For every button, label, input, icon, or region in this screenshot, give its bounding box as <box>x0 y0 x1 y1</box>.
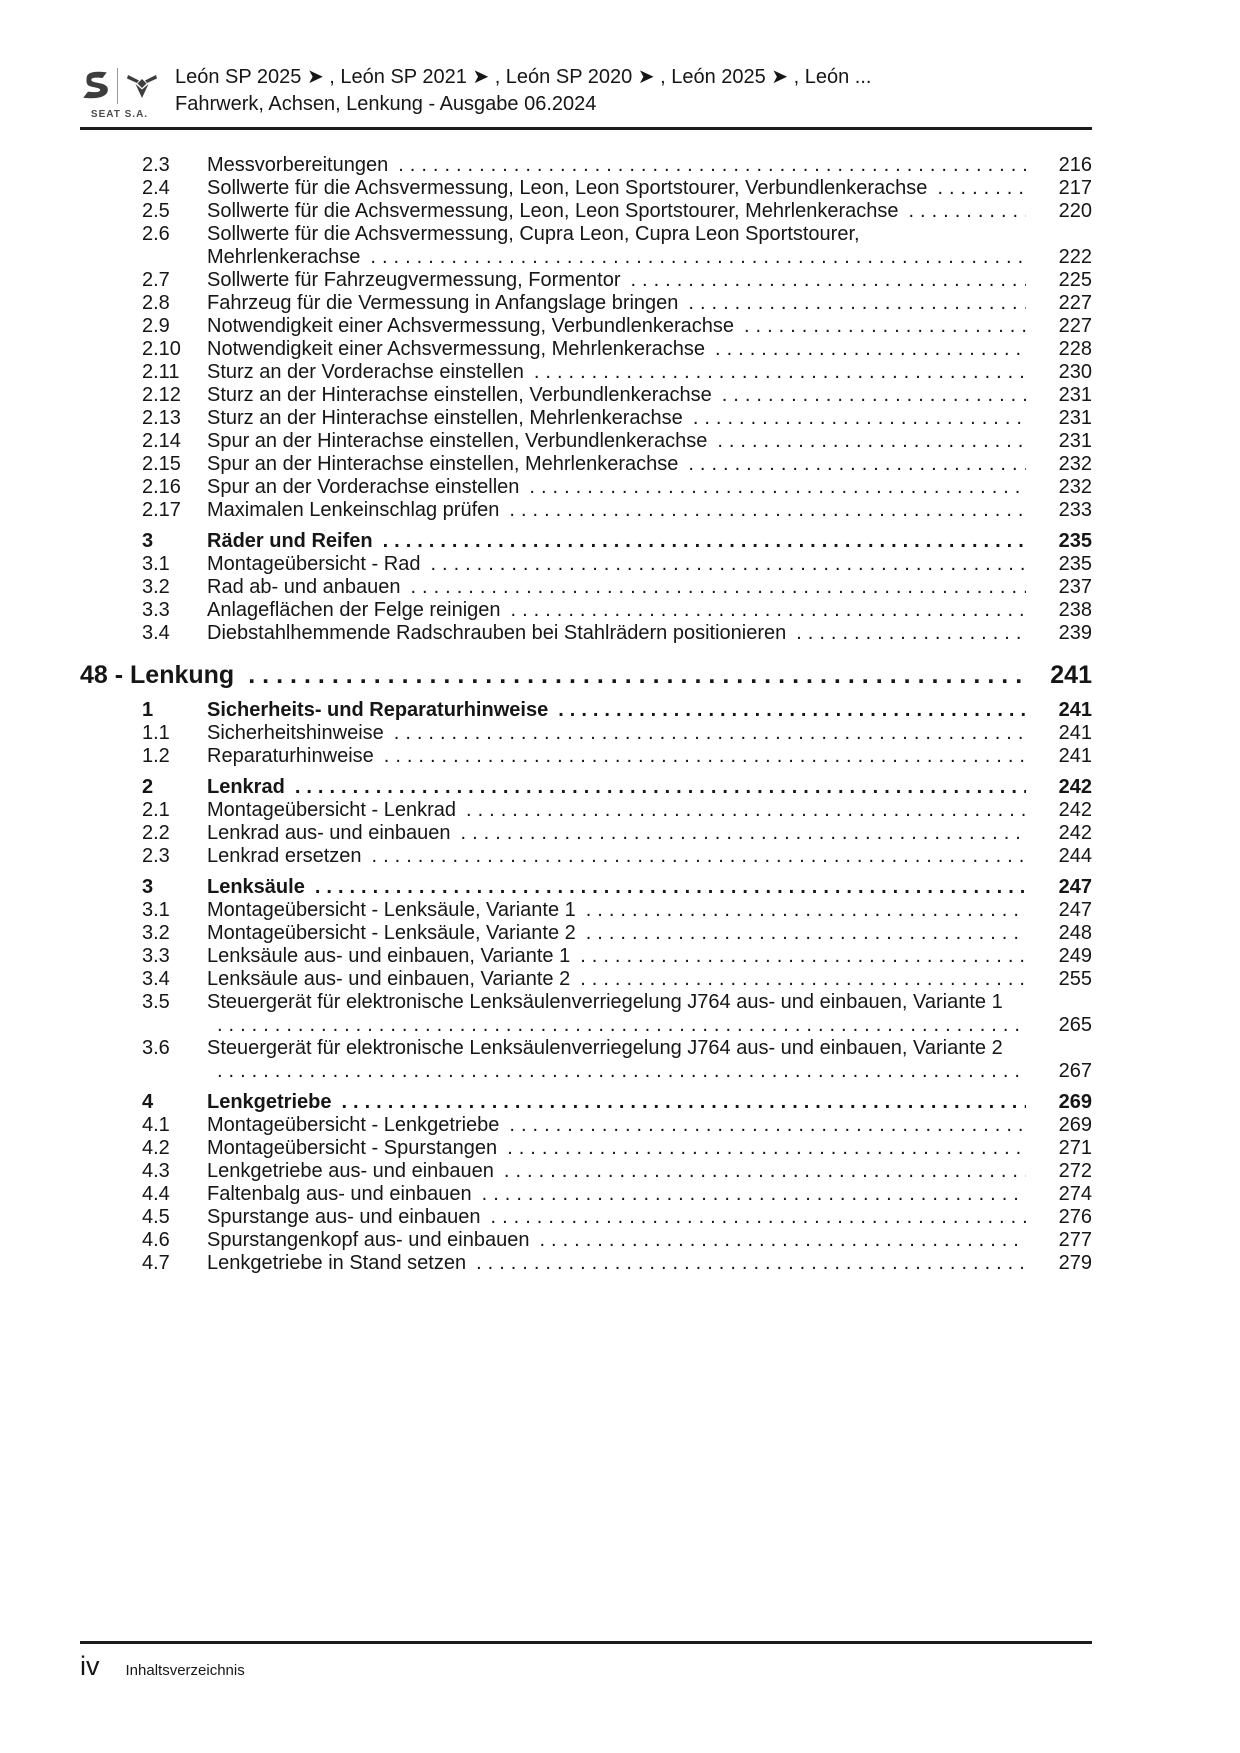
footer-page-number: iv <box>80 1651 100 1681</box>
dot-leader <box>534 361 1026 384</box>
entry-page-number: 217 <box>1058 177 1092 199</box>
toc-entry-row <box>80 1160 1092 1183</box>
toc-entry-row <box>80 361 1092 384</box>
entry-number: 2.5 <box>142 200 170 222</box>
entry-number: 3 <box>142 530 154 552</box>
entry-page-number: 269 <box>1058 1091 1092 1113</box>
toc-entry-row <box>80 922 1092 945</box>
entry-title: Notwendigkeit einer Achsvermessung, Verbundlenkerachse <box>207 315 734 337</box>
entry-page-number: 242 <box>1058 799 1092 821</box>
entry-title: Sollwerte für die Achsvermessung, Leon, Leon Sportstourer, Verbundlenkerachse <box>207 177 928 199</box>
brand-logo-row <box>80 68 159 104</box>
dot-leader <box>586 922 1026 945</box>
entry-title: Sollwerte für die Achsvermessung, Leon, Leon Sportstourer, Mehrlenkerachse <box>207 200 899 222</box>
entry-page-number: 248 <box>1058 922 1092 944</box>
dot-leader <box>383 530 1026 553</box>
entry-number: 4.4 <box>142 1183 170 1205</box>
toc-entry-row <box>80 576 1092 599</box>
entry-number: 2.3 <box>142 845 170 867</box>
entry-page-number: 267 <box>1058 1060 1092 1082</box>
toc-entry-row <box>80 1014 1092 1037</box>
entry-title: Maximalen Lenkeinschlag prüfen <box>207 499 500 521</box>
toc-entry-row <box>80 822 1092 845</box>
toc-section-row <box>80 876 1092 899</box>
entry-page-number: 232 <box>1058 453 1092 475</box>
entry-number: 2.4 <box>142 177 170 199</box>
entry-page-number: 242 <box>1058 822 1092 844</box>
toc-section-row <box>80 530 1092 553</box>
entry-page-number: 237 <box>1058 576 1092 598</box>
entry-page-number: 220 <box>1058 200 1092 222</box>
toc-entry-row <box>80 1137 1092 1160</box>
dot-leader <box>384 745 1026 768</box>
entry-title: Faltenbalg aus- und einbauen <box>207 1183 472 1205</box>
entry-number: 2.14 <box>142 430 181 452</box>
entry-number: 2.17 <box>142 499 181 521</box>
entry-page-number: 222 <box>1058 246 1092 268</box>
entry-title: Montageübersicht - Rad <box>207 553 421 575</box>
dot-leader <box>248 660 1022 691</box>
toc-entry-row <box>80 1037 1092 1060</box>
toc-entry-row <box>80 407 1092 430</box>
entry-page-number: 225 <box>1058 269 1092 291</box>
entry-page-number: 279 <box>1058 1252 1092 1274</box>
toc-entry-row <box>80 1183 1092 1206</box>
toc-entry-row <box>80 899 1092 922</box>
entry-title: Lenkgetriebe in Stand setzen <box>207 1252 467 1274</box>
entry-number: 3.3 <box>142 599 170 621</box>
dot-leader <box>937 177 1026 200</box>
entry-number: 4.1 <box>142 1114 170 1136</box>
dot-leader <box>509 499 1026 522</box>
entry-number: 2.3 <box>142 154 170 176</box>
dot-leader <box>722 384 1026 407</box>
entry-page-number: 228 <box>1058 338 1092 360</box>
toc-entry-row <box>80 799 1092 822</box>
dot-leader <box>295 776 1026 799</box>
entry-page-number: 272 <box>1058 1160 1092 1182</box>
entry-page-number: 238 <box>1058 599 1092 621</box>
entry-title: Rad ab- und anbauen <box>207 576 401 598</box>
entry-page-number: 242 <box>1058 776 1092 798</box>
dot-leader <box>504 1160 1026 1183</box>
dot-leader <box>580 945 1026 968</box>
entry-number: 2.16 <box>142 476 181 498</box>
entry-title: Sturz an der Vorderachse einstellen <box>207 361 524 383</box>
dot-leader <box>370 246 1026 269</box>
dot-leader <box>580 968 1026 991</box>
entry-number: 3.6 <box>142 1037 170 1059</box>
toc-entry-row <box>80 968 1092 991</box>
toc-section-row <box>80 1091 1092 1114</box>
entry-page-number: 241 <box>1058 745 1092 767</box>
toc-entry-row <box>80 622 1092 645</box>
entry-page-number: 227 <box>1058 292 1092 314</box>
dot-leader <box>688 453 1026 476</box>
entry-page-number: 247 <box>1058 899 1092 921</box>
entry-number: 4.2 <box>142 1137 170 1159</box>
toc-entry-row <box>80 1060 1092 1083</box>
entry-page-number: 271 <box>1058 1137 1092 1159</box>
toc-entry-row <box>80 1114 1092 1137</box>
entry-number: 2.9 <box>142 315 170 337</box>
entry-title: Spur an der Vorderachse einstellen <box>207 476 520 498</box>
seat-logo-icon <box>80 69 110 103</box>
entry-number: 3.5 <box>142 991 170 1013</box>
entry-number: 3.2 <box>142 922 170 944</box>
toc-entry-row <box>80 292 1092 315</box>
entry-number: 3.1 <box>142 899 170 921</box>
entry-page-number: 231 <box>1058 430 1092 452</box>
logo-caption: SEAT S.A. <box>90 109 149 120</box>
entry-title: Diebstahlhemmende Radschrauben bei Stahlrädern positionieren <box>207 622 787 644</box>
header-rule <box>80 127 1092 130</box>
toc-entry-row <box>80 154 1092 177</box>
entry-title: Sturz an der Hinterachse einstellen, Mehrlenkerachse <box>207 407 683 429</box>
dot-leader <box>466 799 1026 822</box>
toc <box>80 154 1092 1275</box>
logo-divider <box>117 68 118 104</box>
entry-number: 2.8 <box>142 292 170 314</box>
entry-title: 48 - Lenkung <box>80 661 235 689</box>
entry-title: Lenkrad <box>207 776 285 798</box>
entry-number: 4.5 <box>142 1206 170 1228</box>
dot-leader <box>539 1229 1026 1252</box>
entry-page-number: 216 <box>1058 154 1092 176</box>
entry-page-number: 227 <box>1058 315 1092 337</box>
entry-page-number: 274 <box>1058 1183 1092 1205</box>
entry-page-number: 244 <box>1058 845 1092 867</box>
entry-page-number: 235 <box>1058 530 1092 552</box>
dot-leader <box>461 822 1026 845</box>
entry-title: Montageübersicht - Lenkrad <box>207 799 457 821</box>
entry-title: Sicherheitshinweise <box>207 722 384 744</box>
dot-leader <box>394 722 1026 745</box>
entry-title: Spurstangenkopf aus- und einbauen <box>207 1229 530 1251</box>
dot-leader <box>796 622 1026 645</box>
entry-title: Sollwerte für die Achsvermessung, Cupra Leon, Cupra Leon Sportstourer, <box>207 223 860 245</box>
toc-entry-row <box>80 223 1092 246</box>
entry-number: 3 <box>142 876 154 898</box>
toc-entry-row <box>80 1229 1092 1252</box>
entry-number: 2.13 <box>142 407 181 429</box>
entry-page-number: 241 <box>1058 699 1092 721</box>
entry-title: Reparaturhinweise <box>207 745 374 767</box>
entry-title: Montageübersicht - Spurstangen <box>207 1137 498 1159</box>
entry-title: Lenksäule <box>207 876 305 898</box>
dot-leader <box>511 599 1026 622</box>
entry-number: 1.1 <box>142 722 170 744</box>
entry-title: Montageübersicht - Lenksäule, Variante 2 <box>207 922 576 944</box>
toc-entry-row <box>80 722 1092 745</box>
dot-leader <box>217 1060 1026 1083</box>
dot-leader <box>482 1183 1026 1206</box>
entry-title: Mehrlenkerachse <box>207 246 361 268</box>
entry-number: 2.1 <box>142 799 170 821</box>
dot-leader <box>908 200 1026 223</box>
dot-leader <box>693 407 1026 430</box>
entry-page-number: 239 <box>1058 622 1092 644</box>
toc-entry-row <box>80 476 1092 499</box>
entry-number: 1.2 <box>142 745 170 767</box>
header-text <box>175 64 1092 118</box>
entry-number: 2.11 <box>142 361 180 383</box>
entry-page-number: 255 <box>1058 968 1092 990</box>
entry-page-number: 277 <box>1058 1229 1092 1251</box>
entry-title: Sicherheits- und Reparaturhinweise <box>207 699 549 721</box>
entry-title: Sturz an der Hinterachse einstellen, Verbundlenkerachse <box>207 384 712 406</box>
entry-number: 3.3 <box>142 945 170 967</box>
dot-leader <box>586 899 1026 922</box>
entry-number: 3.4 <box>142 968 170 990</box>
entry-page-number: 241 <box>1050 661 1092 689</box>
entry-page-number: 231 <box>1058 407 1092 429</box>
entry-title: Lenksäule aus- und einbauen, Variante 2 <box>207 968 571 990</box>
entry-number: 1 <box>142 699 154 721</box>
entry-page-number: 249 <box>1058 945 1092 967</box>
entry-page-number: 231 <box>1058 384 1092 406</box>
dot-leader <box>476 1252 1026 1275</box>
cupra-logo-icon <box>125 71 159 101</box>
entry-number: 2.15 <box>142 453 181 475</box>
toc-entry-row <box>80 845 1092 868</box>
dot-leader <box>715 338 1026 361</box>
toc-entry-row <box>80 200 1092 223</box>
entry-page-number: 276 <box>1058 1206 1092 1228</box>
entry-title: Montageübersicht - Lenksäule, Variante 1 <box>207 899 576 921</box>
dot-leader <box>529 476 1026 499</box>
dot-leader <box>744 315 1026 338</box>
entry-page-number: 269 <box>1058 1114 1092 1136</box>
entry-page-number: 233 <box>1058 499 1092 521</box>
entry-number: 4.6 <box>142 1229 170 1251</box>
entry-title: Lenkrad aus- und einbauen <box>207 822 451 844</box>
header-subtitle: Fahrwerk, Achsen, Lenkung - Ausgabe 06.2024 <box>175 93 597 115</box>
entry-title: Spurstange aus- und einbauen <box>207 1206 481 1228</box>
dot-leader <box>217 1014 1026 1037</box>
dot-leader <box>509 1114 1026 1137</box>
dot-leader <box>372 845 1026 868</box>
entry-number: 2.7 <box>142 269 170 291</box>
entry-title: Fahrzeug für die Vermessung in Anfangslage bringen <box>207 292 679 314</box>
entry-title: Montageübersicht - Lenkgetriebe <box>207 1114 500 1136</box>
entry-number: 2 <box>142 776 154 798</box>
entry-page-number: 232 <box>1058 476 1092 498</box>
entry-number: 3.4 <box>142 622 170 644</box>
entry-number: 4.3 <box>142 1160 170 1182</box>
entry-number: 4 <box>142 1091 154 1113</box>
entry-number: 4.7 <box>142 1252 170 1274</box>
dot-leader <box>491 1206 1026 1229</box>
entry-page-number: 241 <box>1058 722 1092 744</box>
entry-title: Notwendigkeit einer Achsvermessung, Mehrlenkerachse <box>207 338 706 360</box>
toc-entry-row <box>80 945 1092 968</box>
dot-leader <box>631 269 1027 292</box>
dot-leader <box>430 553 1026 576</box>
toc-entry-row <box>80 991 1092 1014</box>
toc-entry-row <box>80 177 1092 200</box>
toc-entry-row <box>80 499 1092 522</box>
dot-leader <box>411 576 1027 599</box>
toc-entry-row <box>80 269 1092 292</box>
entry-number: 2.2 <box>142 822 170 844</box>
entry-title: Räder und Reifen <box>207 530 373 552</box>
dot-leader <box>398 154 1026 177</box>
toc-entry-row <box>80 1252 1092 1275</box>
dot-leader <box>341 1091 1026 1114</box>
entry-page-number: 235 <box>1058 553 1092 575</box>
entry-title: Messvorbereitungen <box>207 154 389 176</box>
brand-logo <box>80 64 159 120</box>
toc-entry-row <box>80 745 1092 768</box>
entry-number: 2.10 <box>142 338 181 360</box>
toc-entry-row <box>80 599 1092 622</box>
toc-entry-row <box>80 553 1092 576</box>
entry-title: Steuergerät für elektronische Lenksäulenverriegelung J764 aus- und einbauen, Variante 1 <box>207 991 1003 1013</box>
entry-number: 3.1 <box>142 553 170 575</box>
entry-title: Steuergerät für elektronische Lenksäulenverriegelung J764 aus- und einbauen, Variante 2 <box>207 1037 1003 1059</box>
toc-entry-row <box>80 246 1092 269</box>
entry-number: 3.2 <box>142 576 170 598</box>
page-footer <box>80 1641 1092 1681</box>
dot-leader <box>315 876 1026 899</box>
entry-page-number: 230 <box>1058 361 1092 383</box>
toc-entry-row <box>80 384 1092 407</box>
entry-title: Lenkrad ersetzen <box>207 845 362 867</box>
toc-entry-row <box>80 1206 1092 1229</box>
entry-title: Anlageflächen der Felge reinigen <box>207 599 501 621</box>
page-header <box>80 64 1092 120</box>
entry-number: 2.6 <box>142 223 170 245</box>
toc-section-row <box>80 776 1092 799</box>
entry-page-number: 265 <box>1058 1014 1092 1036</box>
toc-entry-row <box>80 430 1092 453</box>
dot-leader <box>507 1137 1026 1160</box>
toc-entry-row <box>80 453 1092 476</box>
toc-entry-row <box>80 338 1092 361</box>
entry-title: Lenksäule aus- und einbauen, Variante 1 <box>207 945 571 967</box>
entry-number: 2.12 <box>142 384 181 406</box>
footer-label: Inhaltsverzeichnis <box>125 1662 245 1679</box>
entry-title: Lenkgetriebe aus- und einbauen <box>207 1160 494 1182</box>
entry-title: Sollwerte für Fahrzeugvermessung, Formentor <box>207 269 621 291</box>
toc-chapter-row <box>80 660 1092 691</box>
entry-title: Lenkgetriebe <box>207 1091 332 1113</box>
toc-section-row <box>80 699 1092 722</box>
entry-title: Spur an der Hinterachse einstellen, Mehrlenkerachse <box>207 453 679 475</box>
dot-leader <box>688 292 1026 315</box>
dot-leader <box>558 699 1026 722</box>
dot-leader <box>717 430 1026 453</box>
entry-title: Spur an der Hinterachse einstellen, Verbundlenkerachse <box>207 430 708 452</box>
header-models-line: León SP 2025 ➤ , León SP 2021 ➤ , León SP 2020 ➤ , León 2025 ➤ , León ... <box>175 66 872 88</box>
toc-entry-row <box>80 315 1092 338</box>
entry-page-number: 247 <box>1058 876 1092 898</box>
